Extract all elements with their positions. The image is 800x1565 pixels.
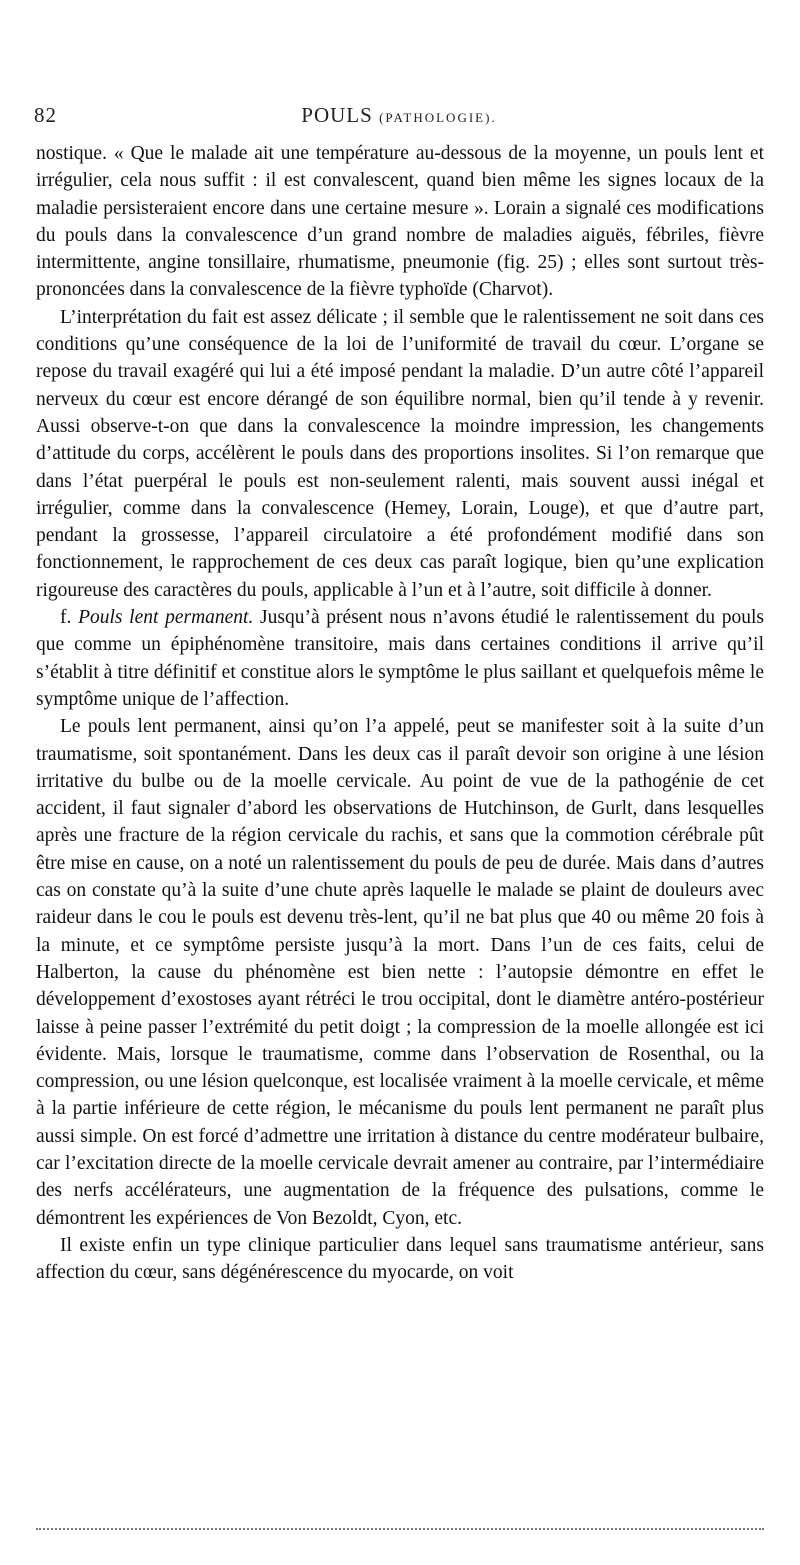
paragraph: nostique. « Que le malade ait une température au-dessous de la moyenne, un pouls lent et irrégulier, cela nous suffit : il est convalescent, quand bien même les signes locaux de la maladie persisteraient encore dans une certaine mesure ». Lorain a signalé ces modifications du pouls dans la convalescence d’un grand nombre de maladies aiguës, fébriles, fièvre intermittente, angine tonsillaire, rhumatisme, pneumonie (fig. 25) ; elles sont surtout très-prononcées dans la convalescence de la fièvre typhoïde (Charvot). (36, 143, 764, 301)
footer-dotted-rule (36, 1528, 764, 1530)
section-paragraph (36, 604, 764, 713)
paragraph: Il existe enfin un type clinique particulier dans lequel sans traumatisme antérieur, sans affection du cœur, sans dégénérescence du myocarde, on voit (36, 1234, 764, 1284)
section-text: Jusqu’à présent nous n’avons étudié le ralentissement du pouls que comme un épiphénomène transitoire, mais dans certaines conditions il arrive qu’il s’établit à titre définitif et constitue alors le symptôme le plus saillant et quelquefois même le symptôme unique de l’affection. (36, 607, 765, 710)
page-number: 82 (34, 103, 57, 127)
section-letter: f. (60, 607, 72, 629)
running-header (34, 103, 764, 133)
running-title (34, 103, 764, 128)
paragraph: Le pouls lent permanent, ainsi qu’on l’a appelé, peut se manifester soit à la suite d’un traumatisme, soit spontanément. Dans les deux cas il paraît devoir son origine à une lésion irritative du bulbe ou de la moelle cervicale. Au point de vue de la pathogénie de cet accident, il faut signaler d’abord les observations de Hutchinson, de Gurlt, dans lesquelles après une fracture de la région cervicale du rachis, et sans que la commotion cérébrale pût être mise en cause, on a noté un ralentissement du pouls de peu de durée. Mais dans d’autres cas on constate qu’à la suite d’une chute après laquelle le malade se plaint de douleurs avec raideur dans le cou le pouls est devenu très-lent, qu’il ne bat plus que 40 ou même 20 fois à la minute, et ce symptôme persiste jusqu’à la mort. Dans l’un de ces faits, celui de Halberton, la cause du phénomène est bien nette : l’autopsie démontre en effet le développement d’exostoses ayant rétréci le trou occipital, dont le diamètre antéro-postérieur laisse à peine passer l’extrémité du petit doigt ; la compression de la moelle allongée est ici évidente. Mais, lorsque le traumatisme, comme dans l’observation de Rosenthal, ou la compression, ou une lésion quelconque, est localisée vraiment à la moelle cervicale, et même à la partie inférieure de cette région, le mécanisme du pouls lent permanent ne paraît plus aussi simple. On est forcé d’admettre une irritation à distance du centre modérateur bulbaire, car l’excitation directe de la moelle cervicale devrait amener au contraire, par l’intermédiaire des nerfs accélérateurs, une augmentation de la fréquence des pulsations, comme le démontrent les expériences de Von Bezoldt, Cyon, etc. (36, 716, 764, 1229)
section-heading: Pouls lent permanent. (78, 607, 254, 629)
running-title-sub: (PATHOLOGIE). (379, 110, 497, 125)
running-title-main: POULS (301, 103, 373, 127)
page-body (36, 140, 764, 1286)
paragraph: L’interprétation du fait est assez délicate ; il semble que le ralentissement ne soit dans ces conditions qu’une conséquence de la loi de l’uniformité de travail du cœur. L’organe se repose du travail exagéré qui lui a été imposé pendant la maladie. D’un autre côté l’appareil nerveux du cœur est encore dérangé de son équilibre normal, bien qu’il tende à y revenir. Aussi observe-t-on que dans la convalescence la moindre impression, les changements d’attitude du corps, accélèrent le pouls dans des proportions insolites. Si l’on remarque que dans l’état puerpéral le pouls est non-seulement ralenti, mais souvent aussi inégal et irrégulier, comme dans la convalescence (Hemey, Lorain, Louge), et que d’autre part, pendant la grossesse, l’appareil circulatoire a été profondément modifié dans son fonctionnement, le rapprochement de ces deux cas paraît logique, bien qu’une explication rigoureuse des caractères du pouls, applicable à l’un et à l’autre, soit difficile à donner. (36, 306, 764, 601)
